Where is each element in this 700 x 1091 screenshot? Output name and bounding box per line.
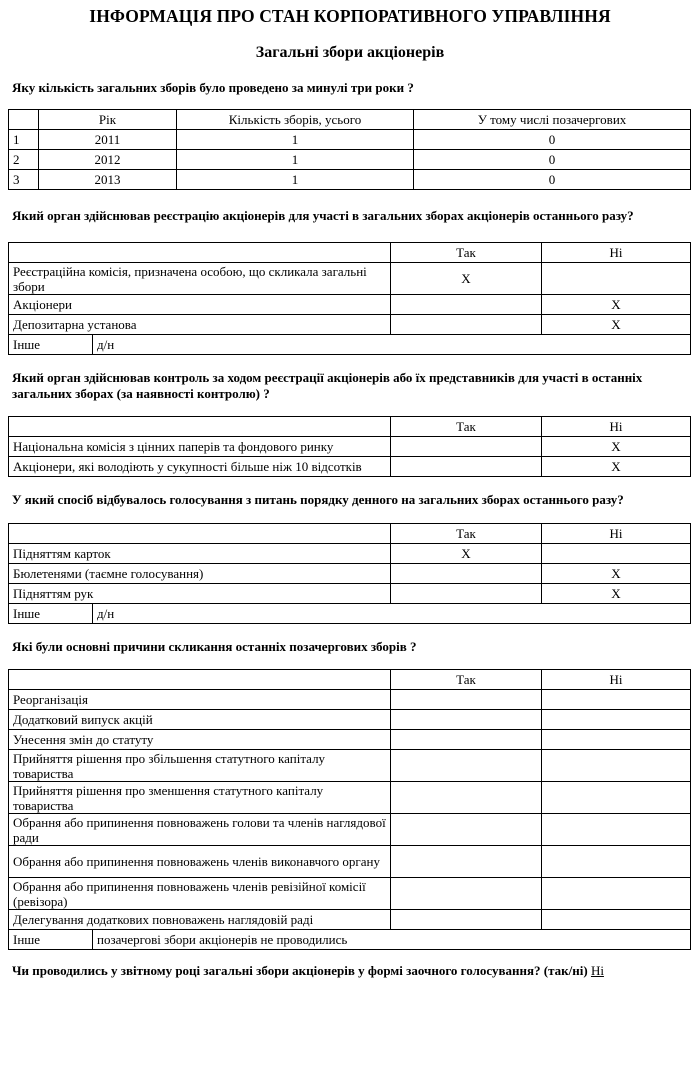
no-mark	[542, 782, 691, 814]
row-label: Делегування додаткових повноважень наглядовій раді	[9, 910, 391, 930]
yes-mark: X	[391, 263, 542, 295]
question-meetings-count: Яку кількість загальних зборів було проведено за минулі три роки ?	[12, 80, 414, 95]
header-cell	[9, 417, 391, 437]
row-label: Обрання або припинення повноважень членів ревізійної комісії (ревізора)	[9, 878, 391, 910]
table-row	[9, 564, 691, 584]
extraordinary-cell: 0	[414, 170, 691, 190]
extraordinary-reasons-table	[8, 669, 691, 950]
header-cell	[9, 524, 391, 544]
question-voting-method: У який спосіб відбувалось голосування з питань порядку денного на загальних зборах останнього разу?	[12, 492, 624, 507]
row-label: Обрання або припинення повноважень голови та членів наглядової ради	[9, 814, 391, 846]
yes-mark: X	[391, 544, 542, 564]
row-label: Прийняття рішення про збільшення статутного капіталу товариства	[9, 750, 391, 782]
extraordinary-cell: 0	[414, 150, 691, 170]
no-mark	[542, 263, 691, 295]
yes-mark	[391, 584, 542, 604]
row-label: Унесення змін до статуту	[9, 730, 391, 750]
yes-mark	[391, 730, 542, 750]
header-cell: Кількість зборів, усього	[177, 110, 414, 130]
table-header-row	[9, 243, 691, 263]
row-label: Додатковий випуск акцій	[9, 710, 391, 730]
question-text: Чи проводились у звітному році загальні збори акціонерів у формі заочного голосування? (так/ні)	[12, 963, 588, 978]
yes-mark	[391, 846, 542, 878]
registration-control-table	[8, 416, 691, 477]
question-registration-control: Який орган здійснював контроль за ходом реєстрації акціонерів або їх представників для участі в останніх загальних зборах (за наявності контролю) ?	[12, 370, 643, 401]
yes-mark	[391, 782, 542, 814]
table-row	[9, 910, 691, 930]
header-cell	[9, 110, 39, 130]
registration-body-table	[8, 242, 691, 355]
table-row	[9, 584, 691, 604]
header-yes: Так	[391, 670, 542, 690]
meetings-count-table	[8, 109, 691, 190]
no-mark	[542, 910, 691, 930]
other-value: д/н	[93, 604, 691, 624]
no-mark: X	[542, 315, 691, 335]
no-mark: X	[542, 564, 691, 584]
table-row	[9, 814, 691, 846]
total-cell: 1	[177, 130, 414, 150]
table-row	[9, 878, 691, 910]
table-row	[9, 170, 691, 190]
row-label: Національна комісія з цінних паперів та фондового ринку	[9, 437, 391, 457]
other-label: Інше	[9, 335, 93, 355]
header-cell	[9, 670, 391, 690]
yes-mark	[391, 710, 542, 730]
yes-mark	[391, 690, 542, 710]
header-no: Ні	[542, 417, 691, 437]
no-mark: X	[542, 457, 691, 477]
yes-mark	[391, 295, 542, 315]
yes-mark	[391, 910, 542, 930]
row-label: Обрання або припинення повноважень членів виконавчого органу	[9, 846, 391, 878]
year-cell: 2011	[39, 130, 177, 150]
no-mark: X	[542, 437, 691, 457]
row-number: 3	[9, 170, 39, 190]
table-row	[9, 544, 691, 564]
question-registration-body: Який орган здійснював реєстрацію акціонерів для участі в загальних зборах акціонерів останнього разу?	[12, 208, 634, 223]
header-no: Ні	[542, 670, 691, 690]
year-cell: 2013	[39, 170, 177, 190]
table-row	[9, 782, 691, 814]
year-cell: 2012	[39, 150, 177, 170]
yes-mark	[391, 750, 542, 782]
header-cell	[9, 243, 391, 263]
other-value: д/н	[93, 335, 691, 355]
header-cell: Рік	[39, 110, 177, 130]
extraordinary-cell: 0	[414, 130, 691, 150]
table-header-row	[9, 417, 691, 437]
no-mark	[542, 544, 691, 564]
row-label: Прийняття рішення про зменшення статутного капіталу товариства	[9, 782, 391, 814]
table-row	[9, 130, 691, 150]
total-cell: 1	[177, 150, 414, 170]
other-label: Інше	[9, 930, 93, 950]
yes-mark	[391, 437, 542, 457]
yes-mark	[391, 564, 542, 584]
page-title: ІНФОРМАЦІЯ ПРО СТАН КОРПОРАТИВНОГО УПРАВЛІННЯ	[89, 6, 611, 26]
voting-method-table	[8, 523, 691, 624]
question-absentee-voting	[12, 963, 688, 979]
no-mark	[542, 878, 691, 910]
other-row	[9, 335, 691, 355]
no-mark: X	[542, 584, 691, 604]
row-label: Підняттям карток	[9, 544, 391, 564]
table-row	[9, 730, 691, 750]
table-header-row	[9, 524, 691, 544]
no-mark	[542, 710, 691, 730]
yes-mark	[391, 315, 542, 335]
table-row	[9, 150, 691, 170]
header-no: Ні	[542, 524, 691, 544]
no-mark	[542, 750, 691, 782]
table-row	[9, 457, 691, 477]
table-row	[9, 846, 691, 878]
row-label: Реорганізація	[9, 690, 391, 710]
no-mark	[542, 690, 691, 710]
table-row	[9, 315, 691, 335]
row-number: 1	[9, 130, 39, 150]
no-mark	[542, 846, 691, 878]
no-mark	[542, 814, 691, 846]
yes-mark	[391, 814, 542, 846]
row-label: Акціонери, які володіють у сукупності більше ніж 10 відсотків	[9, 457, 391, 477]
other-row	[9, 930, 691, 950]
header-yes: Так	[391, 243, 542, 263]
table-row	[9, 750, 691, 782]
no-mark	[542, 730, 691, 750]
question-extraordinary-reasons: Які були основні причини скликання останніх позачергових зборів ?	[12, 639, 417, 654]
row-label: Підняттям рук	[9, 584, 391, 604]
other-label: Інше	[9, 604, 93, 624]
header-yes: Так	[391, 417, 542, 437]
table-row	[9, 437, 691, 457]
answer-value: Ні	[590, 963, 604, 978]
row-label: Бюлетенями (таємне голосування)	[9, 564, 391, 584]
no-mark: X	[542, 295, 691, 315]
total-cell: 1	[177, 170, 414, 190]
table-row	[9, 690, 691, 710]
row-label: Акціонери	[9, 295, 391, 315]
table-row	[9, 295, 691, 315]
row-number: 2	[9, 150, 39, 170]
header-no: Ні	[542, 243, 691, 263]
yes-mark	[391, 878, 542, 910]
other-value: позачергові збори акціонерів не проводились	[93, 930, 691, 950]
header-yes: Так	[391, 524, 542, 544]
table-row	[9, 710, 691, 730]
table-row	[9, 263, 691, 295]
table-header-row	[9, 110, 691, 130]
header-cell: У тому числі позачергових	[414, 110, 691, 130]
section-subtitle: Загальні збори акціонерів	[255, 44, 445, 61]
table-header-row	[9, 670, 691, 690]
row-label: Реєстраційна комісія, призначена особою, що скликала загальні збори	[9, 263, 391, 295]
row-label: Депозитарна установа	[9, 315, 391, 335]
yes-mark	[391, 457, 542, 477]
other-row	[9, 604, 691, 624]
